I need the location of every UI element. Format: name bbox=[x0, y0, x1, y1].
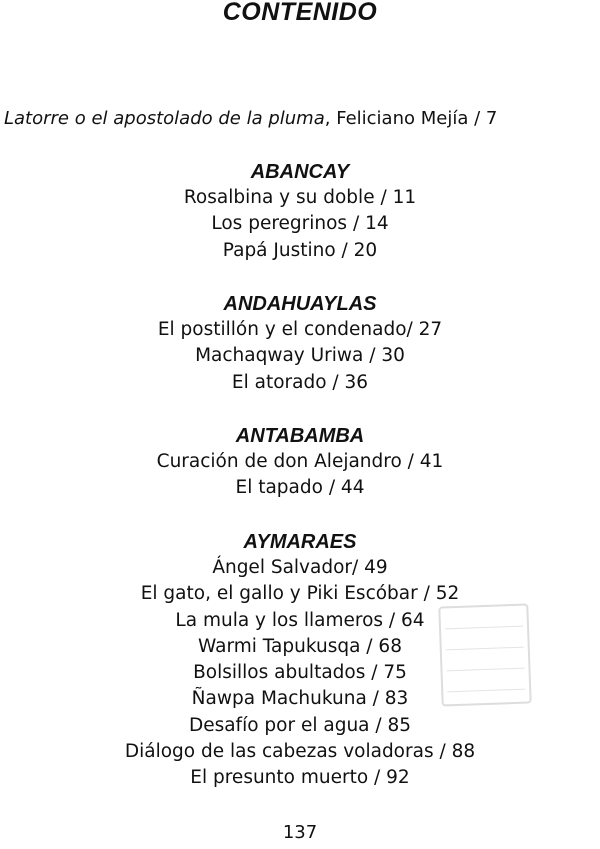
toc-entry: Rosalbina y su doble / 11 bbox=[183, 187, 417, 208]
page-number: 137 bbox=[282, 822, 318, 843]
toc-entry: El postillón y el condenado/ 27 bbox=[157, 319, 443, 340]
section-andahuaylas bbox=[0, 291, 600, 396]
toc-entry: Papá Justino / 20 bbox=[222, 239, 378, 261]
section-heading: ANDAHUAYLAS bbox=[223, 293, 377, 315]
intro-entry bbox=[4, 108, 598, 129]
intro-title: Latorre o el apostolado de la pluma bbox=[4, 108, 325, 129]
section-heading: ANTABAMBA bbox=[235, 425, 365, 447]
toc-entry: Curación de don Alejandro / 41 bbox=[156, 451, 444, 472]
page-title: CONTENIDO bbox=[222, 0, 378, 26]
section-heading: AYMARAES bbox=[243, 531, 357, 553]
toc-entry: Diálogo de las cabezas voladoras / 88 bbox=[124, 741, 476, 763]
toc-entry: Los peregrinos / 14 bbox=[211, 213, 389, 235]
toc-entry: Ñawpa Machukuna / 83 bbox=[191, 688, 409, 710]
section-antabamba bbox=[0, 423, 600, 502]
intro-author-page: , Feliciano Mejía / 7 bbox=[324, 108, 498, 129]
library-stamp bbox=[438, 603, 531, 706]
toc-entry: Machaqway Uriwa / 30 bbox=[195, 345, 405, 367]
toc-entry: Ángel Salvador/ 49 bbox=[212, 557, 388, 578]
toc-entry: Warmi Tapukusqa / 68 bbox=[198, 635, 402, 657]
toc-entry: El presunto muerto / 92 bbox=[190, 767, 410, 789]
toc-entry: El gato, el gallo y Piki Escóbar / 52 bbox=[140, 583, 460, 605]
section-heading: ABANCAY bbox=[250, 161, 350, 183]
toc-entry: Bolsillos abultados / 75 bbox=[193, 662, 407, 684]
toc-entry: El atorado / 36 bbox=[231, 371, 369, 393]
toc-entry: Desafío por el agua / 85 bbox=[188, 714, 412, 736]
toc-entry: La mula y los llameros / 64 bbox=[175, 609, 425, 631]
toc-entry: El tapado / 44 bbox=[235, 477, 365, 499]
section-abancay bbox=[0, 159, 600, 264]
